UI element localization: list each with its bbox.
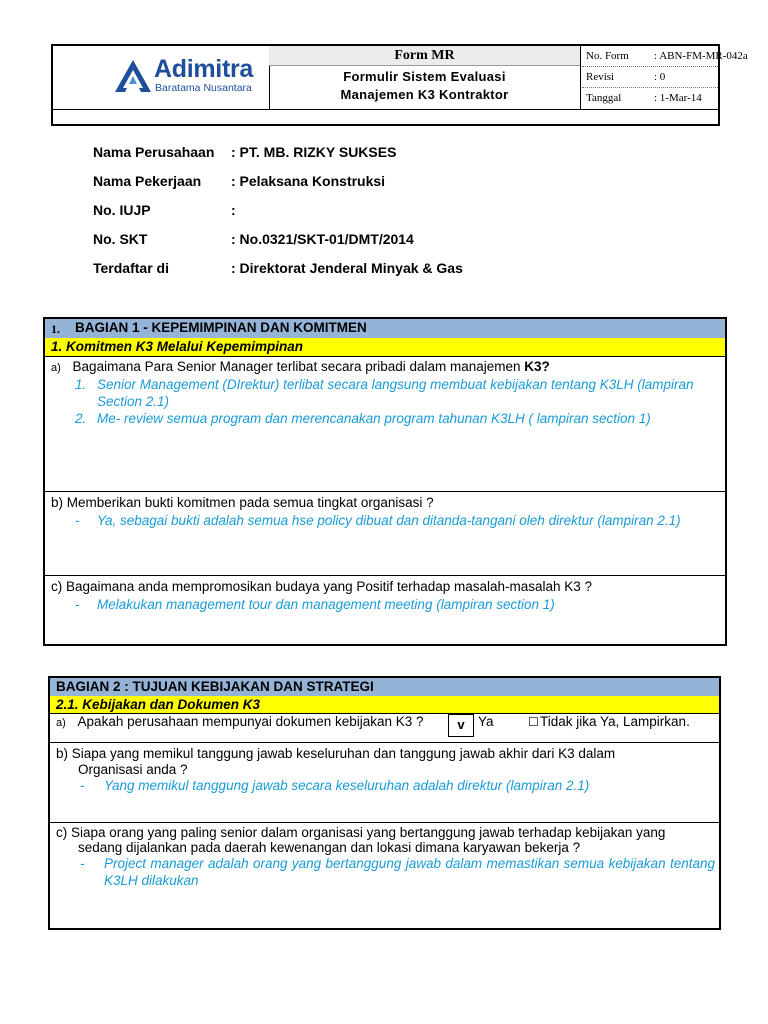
question-bold: K3? — [524, 359, 550, 374]
row-divider — [45, 575, 725, 576]
no-label: Tidak jika Ya, Lampirkan. — [540, 714, 690, 729]
answer-marker: - — [75, 513, 80, 528]
question-marker: a) — [56, 717, 66, 729]
question-1a — [51, 359, 721, 376]
section-1-number: 1. — [51, 322, 60, 336]
info-label: Terdaftar di — [93, 260, 169, 276]
info-label: Nama Pekerjaan — [93, 173, 202, 189]
info-label: No. SKT — [93, 231, 148, 247]
form-header — [51, 44, 748, 126]
meta-row-form — [582, 46, 748, 67]
section-1-table — [43, 317, 727, 646]
yes-checkbox[interactable]: v — [448, 714, 474, 737]
row-divider — [45, 491, 725, 492]
answer-marker: - — [75, 597, 80, 612]
info-value: : — [231, 202, 236, 218]
section-1-subtitle: 1. Komitmen K3 Melalui Kepemimpinan — [51, 339, 304, 354]
question-text: Apakah perusahaan mempunyai dokumen kebijakan K3 ? — [77, 714, 424, 729]
question-1c: c) Bagaimana anda mempromosikan budaya yang Positif terhadap masalah-masalah K3 ? — [51, 579, 593, 594]
section-2-header — [50, 678, 719, 697]
meta-value: : 0 — [654, 71, 666, 83]
form-subtitle-line1: Formulir Sistem Evaluasi — [343, 69, 506, 84]
company-info — [93, 143, 693, 283]
question-2c-cont: sedang dijalankan pada daerah kewenangan dan lokasi dimana karyawan bekerja ? — [78, 840, 581, 855]
answer-marker: - — [80, 856, 85, 871]
meta-label: Revisi — [586, 71, 615, 83]
question-2b-cont: Organisasi anda ? — [78, 762, 188, 777]
form-title: Form MR — [269, 46, 580, 66]
answer-2c: Project manager adalah orang yang bertanggung jawab dalam memastikan semua kebijakan tentang K3LH dilakukan — [104, 856, 715, 888]
question-2b: b) Siapa yang memikul tanggung jawab keseluruhan dan tanggung jawab akhir dari K3 dalam — [56, 746, 616, 761]
section-2-title: BAGIAN 2 : TUJUAN KEBIJAKAN DAN STRATEGI — [56, 679, 374, 694]
meta-value: : 1-Mar-14 — [654, 92, 702, 104]
question-2c: c) Siapa orang yang paling senior dalam organisasi yang bertanggung jawab terhadap kebijakan yang — [56, 825, 666, 840]
answer-marker: - — [80, 778, 85, 793]
info-value: : Pelaksana Konstruksi — [231, 173, 386, 189]
title-cell — [269, 46, 581, 109]
info-value: : No.0321/SKT-01/DMT/2014 — [231, 231, 414, 247]
answer-1b: Ya, sebagai bukti adalah semua hse policy dibuat dan ditanda-tangani oleh direktur (lampiran 2.1) — [97, 513, 681, 528]
info-label: No. IUJP — [93, 202, 151, 218]
answer-marker: 2. — [75, 411, 87, 426]
question-marker: a) — [51, 362, 61, 374]
answer-2b: Yang memikul tanggung jawab secara keseluruhan adalah direktur (lampiran 2.1) — [104, 778, 590, 793]
question-text: Bagaimana Para Senior Manager terlibat secara pribadi dalam manajemen — [72, 359, 525, 374]
answer-1c: Melakukan management tour dan management meeting (lampiran section 1) — [97, 597, 555, 612]
logo-sub-text: Baratama Nusantara — [155, 82, 252, 94]
row-divider — [50, 742, 719, 743]
no-checkbox[interactable]: ☐ — [528, 715, 539, 729]
section-2-table — [48, 676, 721, 930]
meta-label: No. Form — [586, 50, 629, 62]
row-divider — [50, 822, 719, 823]
answer-1a-2: Me- review semua program dan merencanakan program tahunan K3LH ( lampiran section 1) — [97, 411, 651, 426]
answer-1a-1: Senior Management (DIrektur) terlibat secara langsung membuat kebijakan tentang K3LH (lampiran Section 2.1) — [97, 377, 694, 409]
form-subtitle-line2: Manajemen K3 Kontraktor — [340, 87, 509, 102]
question-1b: b) Memberikan bukti komitmen pada semua tingkat organisasi ? — [51, 495, 434, 510]
meta-value: : ABN-FM-MR-042a — [654, 50, 748, 62]
info-value: : Direktorat Jenderal Minyak & Gas — [231, 260, 463, 276]
meta-label: Tanggal — [586, 92, 622, 104]
section-2-subheader — [50, 696, 719, 714]
info-label: Nama Perusahaan — [93, 144, 215, 160]
section-1-title: BAGIAN 1 - KEPEMIMPINAN DAN KOMITMEN — [75, 320, 367, 335]
info-value: : PT. MB. RIZKY SUKSES — [231, 144, 397, 160]
answer-marker: 1. — [75, 377, 87, 392]
section-2-subtitle: 2.1. Kebijakan dan Dokumen K3 — [56, 697, 261, 712]
section-1-subheader — [45, 338, 725, 357]
meta-row-tanggal — [582, 88, 718, 108]
adimitra-logo-icon — [113, 58, 153, 94]
yes-label: Ya — [478, 714, 494, 729]
section-1-header — [45, 319, 725, 339]
form-subtitle — [269, 68, 580, 104]
logo-main-text: Adimitra — [154, 55, 254, 83]
logo-cell — [53, 46, 270, 109]
question-2a — [56, 714, 716, 740]
meta-row-revisi — [582, 67, 718, 88]
